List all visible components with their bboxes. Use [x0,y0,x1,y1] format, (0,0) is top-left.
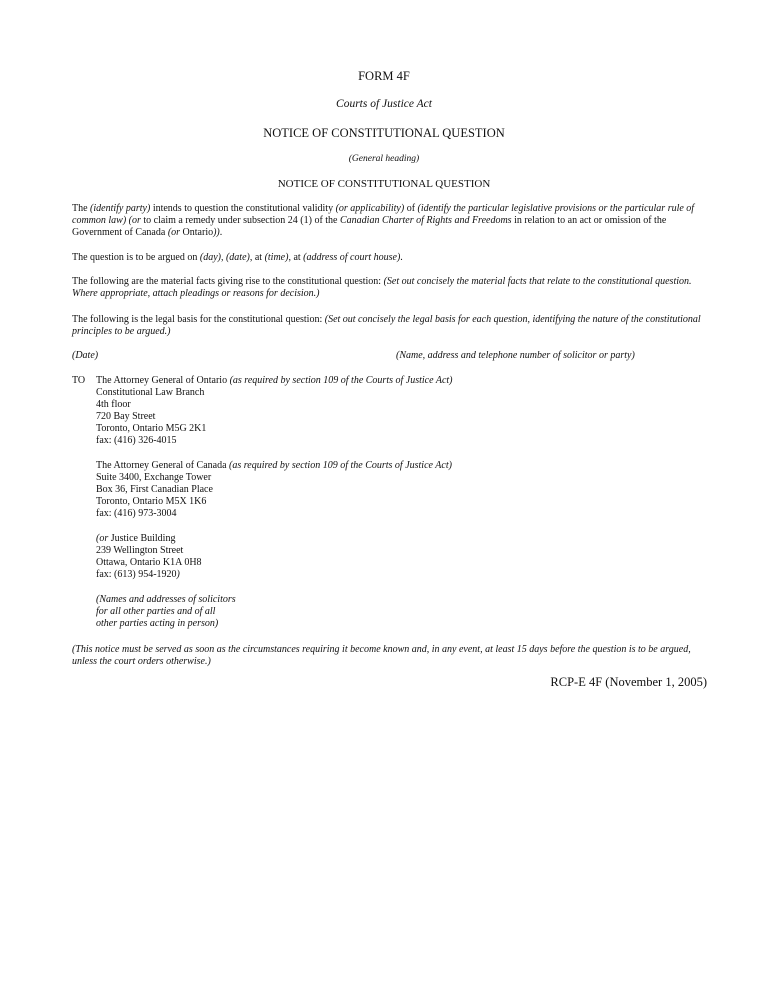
address-line: 720 Bay Street [96,411,156,422]
hearing-paragraph: The question is to be argued on (day), (date), at (time), at (address of court house). [72,252,403,263]
address-line: Box 36, First Canadian Place [96,484,213,495]
recipient-heading: The Attorney General of Ontario (as required by section 109 of the Courts of Justice Act) [96,375,453,386]
fax-line: fax: (416) 326-4015 [96,435,177,446]
solicitor-placeholder: (Name, address and telephone number of solicitor or party) [396,350,635,361]
validity-paragraph: The (identify party) intends to question the constitutional validity (or applicability) of (identify the particular legislative provisions or the particular rule of common law) (or to claim a remedy under subsection 24 (1) of the Canadian Charter of Rights and Freedoms in relation to an act or omission of the Government of Canada (or Ontario)). [72,203,695,238]
legal-basis-paragraph: The following is the legal basis for the constitutional question: (Set out concisely the legal basis for each question, identifying the nature of the constitutional principles to be argued.) [72,314,701,337]
address-line: 4th floor [96,399,131,410]
form-code: RCP-E 4F (November 1, 2005) [550,675,707,689]
instruction-line: for all other parties and of all [96,606,216,617]
address-line: Ottawa, Ontario K1A 0H8 [96,557,202,568]
recipient-canada [96,460,452,520]
to-label: TO [72,375,86,386]
address-line: Toronto, Ontario M5X 1K6 [96,496,207,507]
address-line: Suite 3400, Exchange Tower [96,472,212,483]
act-name: Courts of Justice Act [336,98,432,110]
address-line: Constitutional Law Branch [96,387,205,398]
recipient-heading: The Attorney General of Canada (as required by section 109 of the Courts of Justice Act) [96,460,452,471]
date-placeholder: (Date) [72,350,99,361]
address-line: (or Justice Building [96,533,176,544]
recipient-justice-building [96,533,202,581]
instruction-line: (Names and addresses of solicitors [96,594,236,605]
service-note: (This notice must be served as soon as the circumstances requiring it become known and, in any event, at least 15 days before the question is to be argued, unless the court orders otherwise.) [72,644,691,667]
notice-title: NOTICE OF CONSTITUTIONAL QUESTION [263,126,505,140]
fax-line: fax: (613) 954-1920) [96,569,180,580]
instruction-line: other parties acting in person) [96,618,219,629]
recipient-other-parties [96,594,236,630]
material-facts-paragraph: The following are the material facts giving rise to the constitutional question: (Set out concisely the material facts that relate to the constitutional question. Where appropriate, attach pleadings or reasons for decision.) [72,276,692,299]
form-number: FORM 4F [358,69,410,83]
address-line: 239 Wellington Street [96,545,184,556]
fax-line: fax: (416) 973-3004 [96,508,177,519]
general-heading: (General heading) [348,154,420,164]
notice-subtitle: NOTICE OF CONSTITUTIONAL QUESTION [277,178,491,190]
recipient-ontario [96,375,453,447]
address-line: Toronto, Ontario M5G 2K1 [96,423,207,434]
